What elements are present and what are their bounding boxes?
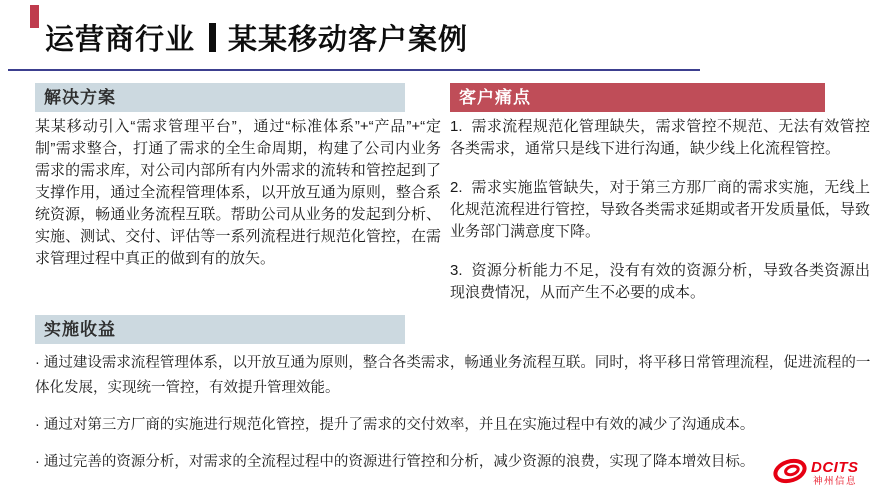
bullet-dot: ·: [35, 454, 40, 470]
page-title-case: 某某移动客户案例: [228, 24, 469, 56]
bullet-dot: ·: [35, 355, 40, 371]
pain-point-item-1: 1. 需求流程规范化管理缺失，需求管控不规范、无法有效管控各类需求，通常只是线下进行沟通，缺少线上化流程管控。: [450, 118, 870, 157]
dcits-swirl-icon: [773, 457, 807, 484]
solution-section-header: 解决方案: [35, 83, 405, 112]
benefit-item-1: · 通过建设需求流程管理体系，以开放互通为原则，整合各类需求，畅通业务流程互联。同时，将平移日常管理流程，促进流程的一体化发展，实现统一管控，有效提升管理效能。: [35, 351, 877, 401]
bullet-dot: ·: [35, 417, 40, 433]
benefits-section-header: 实施收益: [35, 315, 405, 344]
dcits-logo-subtitle: 神州信息: [813, 476, 858, 487]
title-divider-line: [8, 69, 700, 71]
benefits-list: [35, 351, 877, 487]
pain-points-section-header: 客户痛点: [450, 83, 825, 112]
title-accent-bar: [30, 5, 39, 28]
solution-body-text: 某某移动引入“需求管理平台”，通过“标准体系”+“产品”+“定制”需求整合，打通了需求的全生命周期，构建了公司内业务需求的需求库，对公司内部所有内外需求的流转和管控起到了支撑作用，通过全流程管理体系，以开放互通为原则，整合系统资源，畅通业务流程互联。帮助公司从业务的发起到分析、实施、测试、交付、评估等一系列流程进行规范化管控，在需求管理过程中真正的做到有的放矢。: [35, 118, 441, 267]
page-title: [45, 17, 468, 58]
pain-points-list: [450, 116, 870, 321]
dcits-logo-text: DCITS: [811, 459, 859, 476]
pain-point-item-2: 2. 需求实施监管缺失，对于第三方那厂商的需求实施，无线上化规范流程进行管控，导致各类需求延期或者开发质量低，导致业务部门满意度下降。: [450, 179, 871, 240]
pain-point-item-3: 3. 资源分析能力不足，没有有效的资源分析，导致各类资源出现浪费情况，从而产生不必要的成本。: [450, 262, 870, 301]
benefit-item-2: · 通过对第三方厂商的实施进行规范化管控，提升了需求的交付效率，并且在实施过程中有效的减少了沟通成本。: [35, 413, 877, 438]
benefit-item-3: · 通过完善的资源分析，对需求的全流程过程中的资源进行管控和分析，减少资源的浪费，实现了降本增效目标。: [35, 450, 877, 475]
dcits-logo: [773, 451, 878, 493]
page-title-industry: 运营商行业: [45, 24, 196, 56]
title-separator-bar: [209, 23, 216, 52]
